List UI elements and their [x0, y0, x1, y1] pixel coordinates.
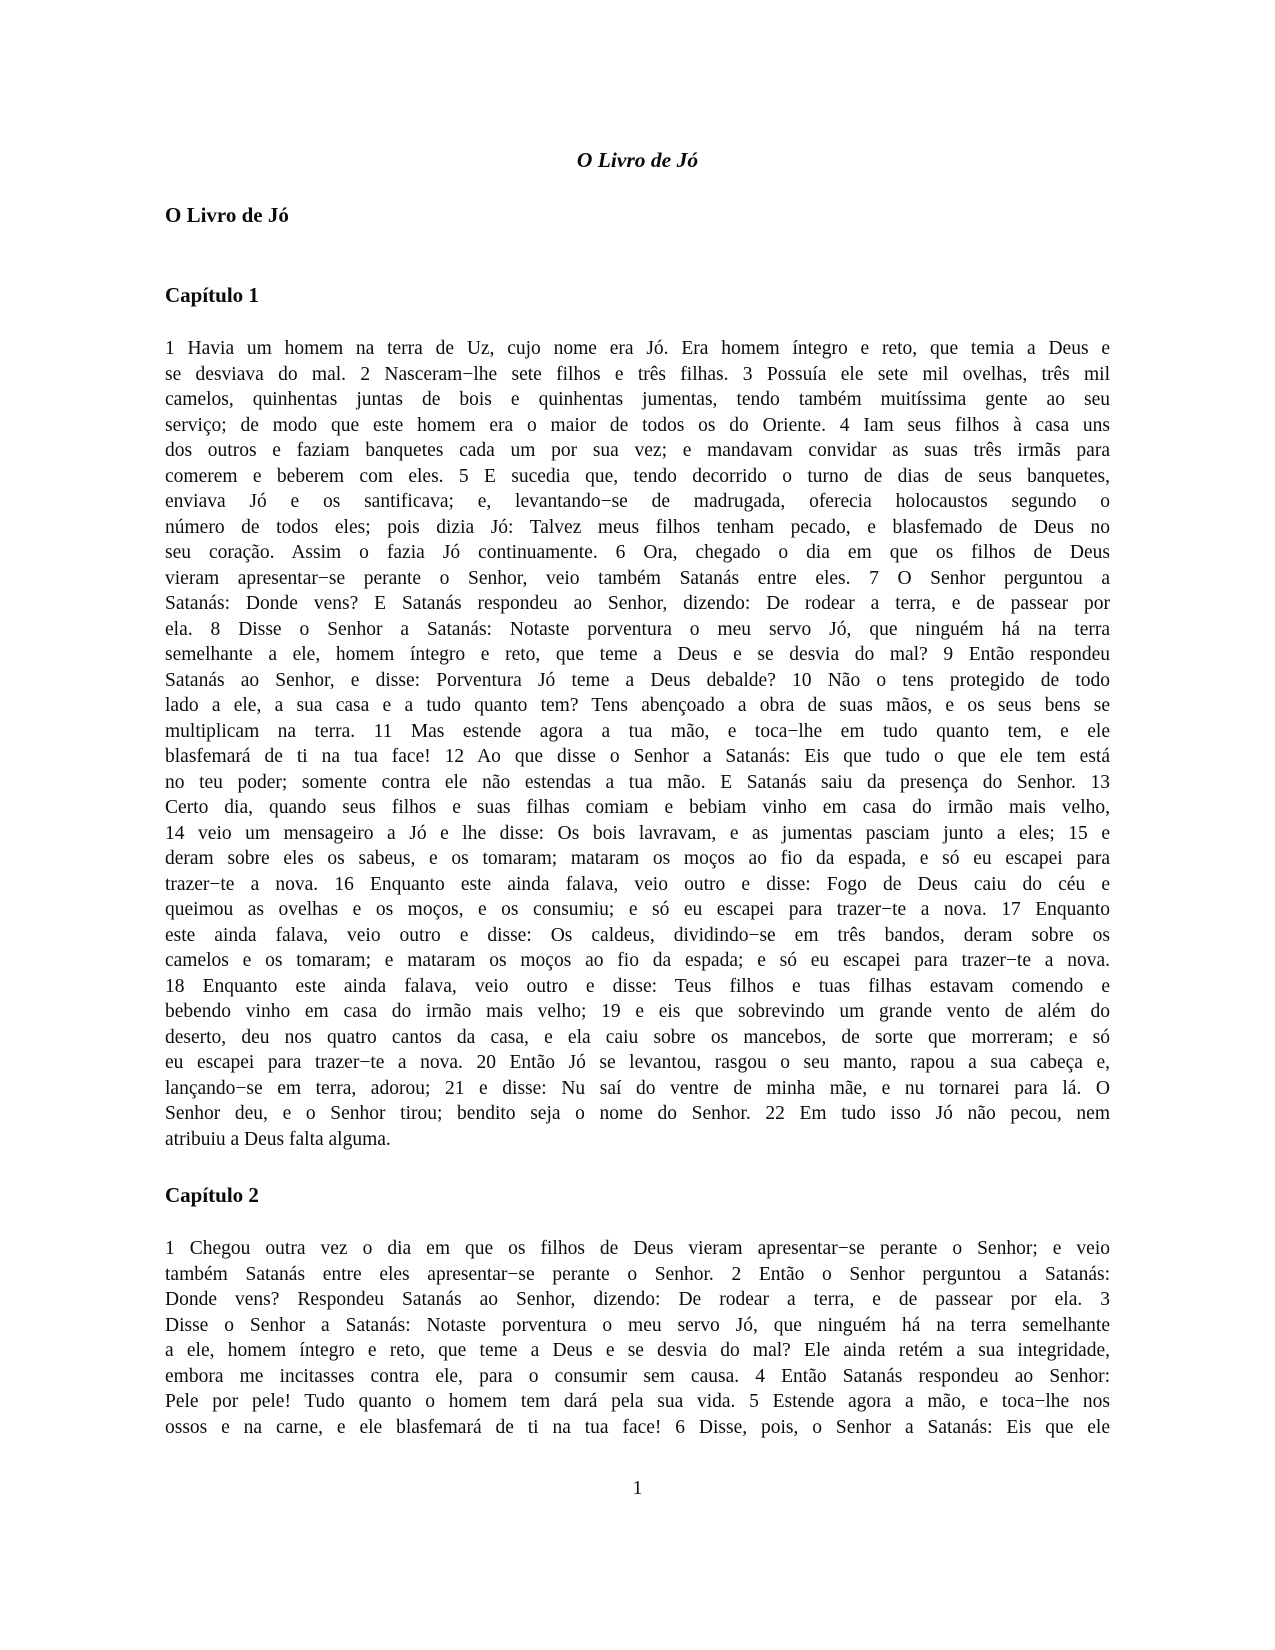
text-line: queimou as ovelhas e os moços, e os consumiu; e só eu escapei para trazer−te a nova. 17 Enquanto	[165, 899, 1110, 920]
text-line: seu coração. Assim o fazia Jó continuamente. 6 Ora, chegado o dia em que os filhos de Deus	[165, 542, 1110, 563]
text-line: Satanás ao Senhor, e disse: Porventura Jó teme a Deus debalde? 10 Não o tens protegido de todo	[165, 669, 1110, 691]
page-number: 1	[632, 1478, 643, 1499]
text-line: multiplicam na terra. 11 Mas estende agora a tua mão, e toca−lhe em tudo quanto tem, e ele	[165, 720, 1110, 742]
text-line: atribuiu a Deus falta alguma.	[165, 1128, 391, 1150]
text-line: enviava Jó e os santificava; e, levantando−se de madrugada, oferecia holocaustos segundo o	[165, 491, 1110, 512]
text-line: 18 Enquanto este ainda falava, veio outro e disse: Teus filhos e tuas filhas estavam comendo e	[165, 975, 1110, 997]
text-line: camelos e os tomaram; e mataram os moços ao fio da espada; e só eu escapei para trazer−te a nova.	[165, 950, 1110, 971]
text-line: se desviava do mal. 2 Nasceram−lhe sete filhos e três filhas. 3 Possuía ele sete mil ovelhas, três mil	[165, 363, 1110, 385]
chapter-section	[165, 1183, 1110, 1440]
text-line: deserto, deu nos quatro cantos da casa, e ela caiu sobre os mancebos, de sorte que morreram; e só	[165, 1026, 1110, 1048]
page-title: O Livro de Jó	[576, 148, 699, 172]
text-line: embora me incitasses contra ele, para o consumir sem causa. 4 Então Satanás respondeu ao Senhor:	[165, 1365, 1110, 1387]
chapter-section	[165, 283, 1110, 1152]
text-line: ela. 8 Disse o Senhor a Satanás: Notaste porventura o meu servo Jó, que ninguém há na terra	[165, 618, 1110, 640]
chapter-heading: Capítulo 1	[165, 283, 259, 307]
chapter-body	[165, 1236, 1110, 1440]
text-line: semelhante a ele, homem íntegro e reto, que teme a Deus e se desvia do mal? 9 Então respondeu	[165, 644, 1110, 665]
document-content	[165, 203, 1110, 1440]
text-line: Pele por pele! Tudo quanto o homem tem dará pela sua vida. 5 Estende agora a mão, e toca−lhe nos	[165, 1391, 1110, 1412]
text-line: 1 Chegou outra vez o dia em que os filhos de Deus vieram apresentar−se perante o Senhor; e veio	[165, 1238, 1110, 1259]
text-line: este ainda falava, veio outro e disse: Os caldeus, dividindo−se em três bandos, deram sobre os	[165, 924, 1110, 946]
text-line: eu escapei para trazer−te a nova. 20 Então Jó se levantou, rasgou o seu manto, rapou a sua cabeça e,	[165, 1052, 1110, 1073]
text-line: bebendo vinho em casa do irmão mais velho; 19 e eis que sobrevindo um grande vento de além do	[165, 1001, 1110, 1022]
text-line: camelos, quinhentas juntas de bois e quinhentas jumentas, tendo também muitíssima gente ao seu	[165, 389, 1110, 410]
text-line: no teu poder; somente contra ele não estendas a tua mão. E Satanás saiu da presença do Senhor. 13	[165, 771, 1110, 793]
text-line: vieram apresentar−se perante o Senhor, veio também Satanás entre eles. 7 O Senhor perguntou a	[165, 567, 1110, 589]
text-line: comerem e beberem com eles. 5 E sucedia que, tendo decorrido o turno de dias de seus banquetes,	[165, 465, 1110, 487]
text-line: 14 veio um mensageiro a Jó e lhe disse: Os bois lavravam, e as jumentas pasciam junto a eles; 15 e	[165, 822, 1110, 844]
text-line: deram sobre eles os sabeus, e os tomaram; mataram os moços ao fio da espada, e só eu escapei para	[165, 848, 1110, 869]
text-line: a ele, homem íntegro e reto, que teme a Deus e se desvia do mal? Ele ainda retém a sua integridade,	[165, 1340, 1110, 1361]
document-body	[165, 283, 1110, 1440]
text-line: lado a ele, a sua casa e a tudo quanto tem? Tens abençoado a obra de suas mãos, e os seus bens se	[165, 695, 1110, 716]
text-line: lançando−se em terra, adorou; 21 e disse: Nu saí do ventre de minha mãe, e nu tornarei para lá. O	[165, 1077, 1110, 1099]
text-line: serviço; de modo que este homem era o maior de todos os do Oriente. 4 Iam seus filhos à casa uns	[165, 414, 1110, 436]
text-line: Certo dia, quando seus filhos e suas filhas comiam e bebiam vinho em casa do irmão mais velho,	[165, 797, 1110, 818]
text-line: 1 Havia um homem na terra de Uz, cujo nome era Jó. Era homem íntegro e reto, que temia a Deus e	[165, 338, 1110, 359]
text-line: número de todos eles; pois dizia Jó: Talvez meus filhos tenham pecado, e blasfemado de Deus no	[165, 516, 1110, 538]
text-line: dos outros e faziam banquetes cada um por sua vez; e mandavam convidar as suas três irmãs para	[165, 440, 1110, 461]
text-line: Senhor deu, e o Senhor tirou; bendito seja o nome do Senhor. 22 Em tudo isso Jó não pecou, nem	[165, 1103, 1110, 1124]
text-line: Disse o Senhor a Satanás: Notaste porventura o meu servo Jó, que ninguém há na terra semelhante	[165, 1314, 1110, 1336]
text-line: Satanás: Donde vens? E Satanás respondeu ao Senhor, dizendo: De rodear a terra, e de passear por	[165, 593, 1110, 614]
chapter-body	[165, 336, 1110, 1152]
text-line: também Satanás entre eles apresentar−se perante o Senhor. 2 Então o Senhor perguntou a Satanás:	[165, 1263, 1110, 1285]
text-line: ossos e na carne, e ele blasfemará de ti na tua face! 6 Disse, pois, o Senhor a Satanás: Eis que ele	[165, 1416, 1110, 1438]
text-line: Donde vens? Respondeu Satanás ao Senhor, dizendo: De rodear a terra, e de passear por ela. 3	[165, 1289, 1110, 1310]
text-line: trazer−te a nova. 16 Enquanto este ainda falava, veio outro e disse: Fogo de Deus caiu do céu e	[165, 873, 1110, 895]
document-heading: O Livro de Jó	[165, 203, 289, 227]
text-line: blasfemará de ti na tua face! 12 Ao que disse o Senhor a Satanás: Eis que tudo o que ele tem está	[165, 746, 1110, 767]
chapter-heading: Capítulo 2	[165, 1183, 259, 1207]
